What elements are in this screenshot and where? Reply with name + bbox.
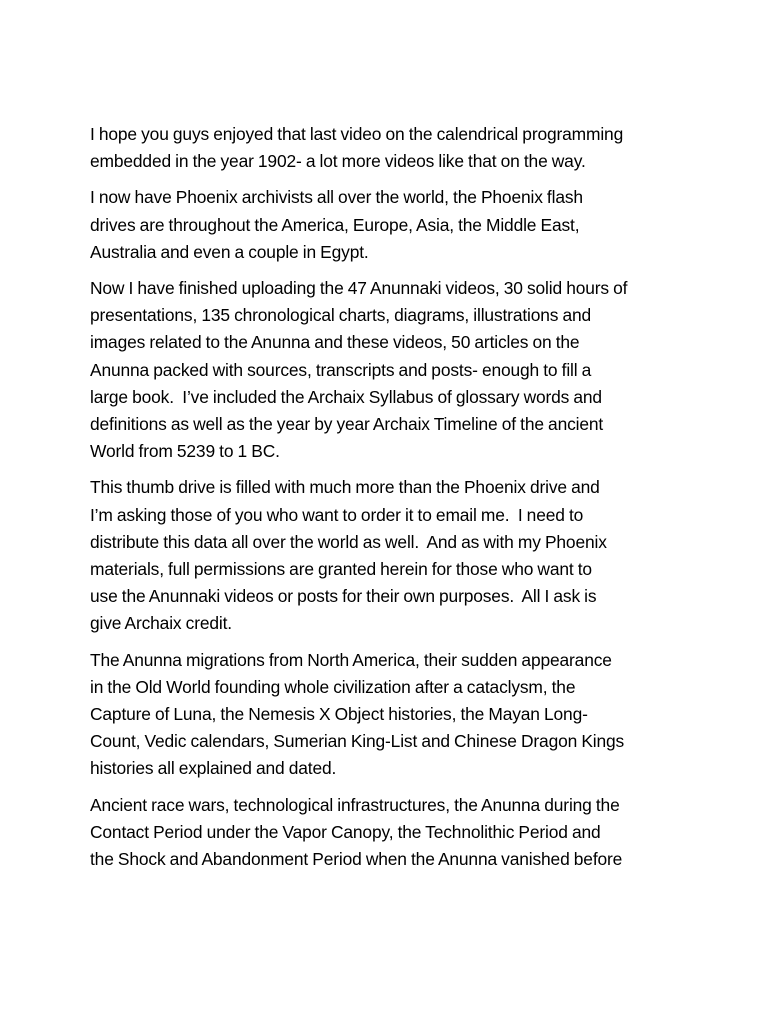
text-line: in the Old World founding whole civilization after a cataclysm, the [90, 676, 576, 697]
text-line: give Archaix credit. [90, 613, 232, 634]
paragraph-4 [90, 474, 690, 637]
document-page [90, 121, 690, 882]
text-line: Ancient race wars, technological infrastructures, the Anunna during the [90, 794, 620, 815]
text-line: histories all explained and dated. [90, 758, 337, 779]
text-line: Anunna packed with sources, transcripts and posts- enough to fill a [90, 359, 592, 380]
text-line: Australia and even a couple in Egypt. [90, 241, 369, 262]
text-line: World from 5239 to 1 BC. [90, 441, 280, 462]
text-line: materials, full permissions are granted herein for those who want to [90, 559, 592, 580]
text-line: I hope you guys enjoyed that last video on the calendrical programming [90, 124, 624, 144]
text-line: images related to the Anunna and these videos, 50 articles on the [90, 332, 580, 353]
paragraph-3 [90, 275, 690, 465]
text-line: drives are throughout the America, Europe, Asia, the Middle East, [90, 214, 580, 235]
text-line: distribute this data all over the world as well. And as with my Phoenix [90, 531, 607, 552]
text-line: The Anunna migrations from North America, their sudden appearance [90, 649, 612, 670]
text-line: I’m asking those of you who want to order it to email me. I need to [90, 504, 584, 525]
text-line: large book. I’ve included the Archaix Syllabus of glossary words and [90, 386, 602, 407]
text-line: use the Anunnaki videos or posts for their own purposes. All I ask is [90, 586, 597, 607]
text-line: Count, Vedic calendars, Sumerian King-List and Chinese Dragon Kings [90, 731, 625, 752]
text-line: definitions as well as the year by year Archaix Timeline of the ancient [90, 414, 604, 435]
paragraph-6 [90, 792, 690, 874]
text-line: This thumb drive is filled with much more than the Phoenix drive and [90, 477, 600, 498]
paragraph-1 [90, 121, 690, 175]
text-line: Now I have finished uploading the 47 Anunnaki videos, 30 solid hours of [90, 278, 628, 299]
text-line: embedded in the year 1902- a lot more videos like that on the way. [90, 151, 586, 172]
text-line: I now have Phoenix archivists all over the world, the Phoenix flash [90, 187, 583, 208]
paragraph-2 [90, 184, 690, 266]
paragraph-5 [90, 647, 690, 783]
text-line: Contact Period under the Vapor Canopy, the Technolithic Period and [90, 821, 601, 842]
text-line: presentations, 135 chronological charts, diagrams, illustrations and [90, 305, 592, 326]
text-line: Capture of Luna, the Nemesis X Object histories, the Mayan Long- [90, 704, 588, 725]
text-line: the Shock and Abandonment Period when the Anunna vanished before [90, 849, 623, 870]
